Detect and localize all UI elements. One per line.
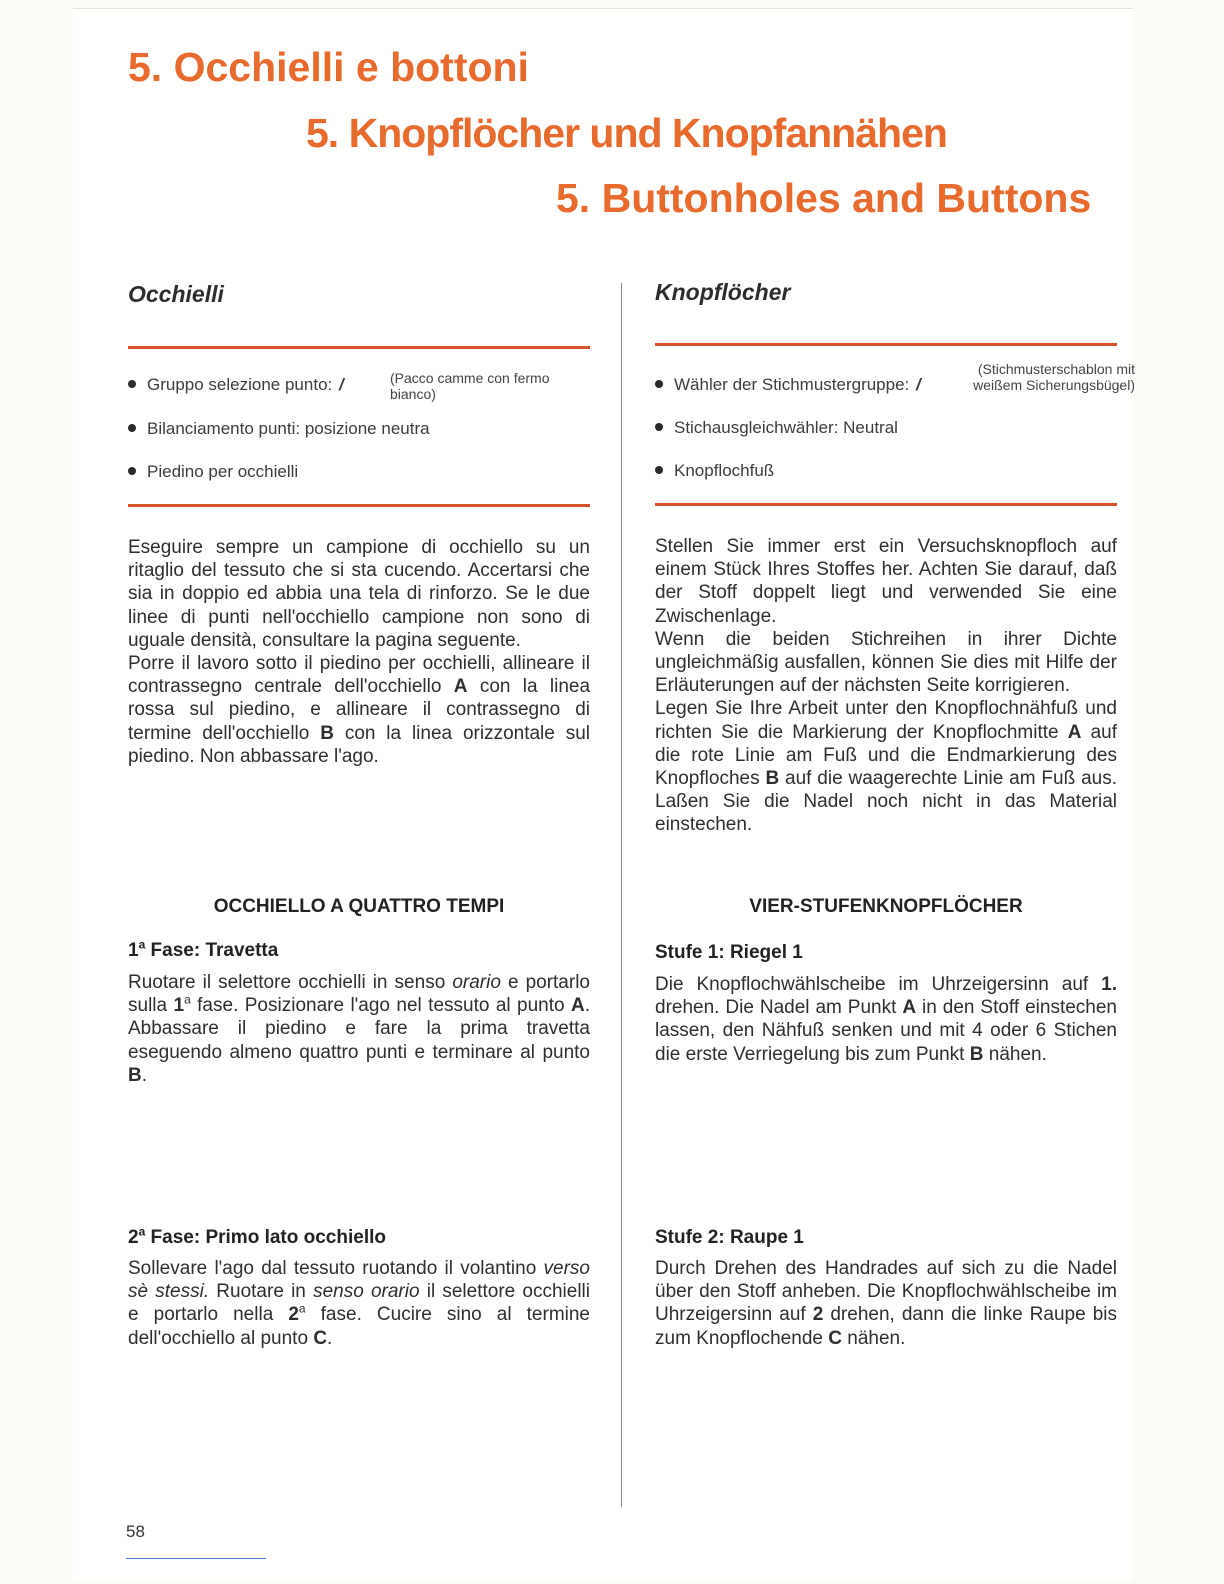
left-step1-text: Ruotare il selettore occhielli in senso orario e portarlo sulla 1$^a$ fase. Posizionare l'ago nel tessuto al punto A. Abbassare il piedino e fare la prima travetta eseguendo almeno quattro punti e terminare al punto B.: [128, 972, 590, 1086]
left-top-rule: [128, 346, 590, 349]
right-bullet-balance: Stichausgleichwähler: Neutral: [655, 418, 898, 438]
right-step1-text: Die Knopflochwählscheibe im Uhrzeigersinn auf 1. drehen. Die Nadel am Punkt A in den Stoff einstechen lassen, den Nähfuß senken und mit 4 oder 6 Stichen die erste Verriegelung bis zum Punkt B nähen.: [655, 974, 1117, 1065]
right-bullet-note: (Stichmusterschablon mit weißem Sicherungsbügel): [973, 361, 1135, 393]
right-section-title: VIER-STUFENKNOPFLÖCHER: [749, 896, 1023, 917]
title-german: 5. Knopflöcher und Knopfannähen: [306, 110, 947, 156]
left-step2-title: 2$^a$ Fase: Primo lato occhiello: [128, 1224, 386, 1248]
left-bottom-rule: [128, 504, 590, 507]
left-bullet-note: (Pacco camme con fermo bianco): [390, 370, 550, 402]
right-bullet-foot: Knopflochfuß: [655, 461, 774, 481]
column-divider: [621, 283, 622, 1507]
bullet-dot: [128, 467, 136, 475]
right-top-rule: [655, 343, 1117, 346]
title-italian: 5. Occhielli e bottoni: [128, 44, 529, 90]
bullet-dot: [655, 466, 663, 474]
left-bullet-balance: Bilanciamento punti: posizione neutra: [128, 419, 430, 439]
right-step2-title: Stufe 2: Raupe 1: [655, 1227, 804, 1248]
left-section-title: OCCHIELLO A QUATTRO TEMPI: [213, 896, 505, 917]
left-step1-title: 1$^a$ Fase: Travetta: [128, 937, 279, 961]
left-intro-paragraph: Eseguire sempre un campione di occhiello su un ritaglio del tessuto che si sta cucendo. Accertarsi che sia in doppio ed abbia una tela di rinforzo. Se le due linee di punti nell'occhiello campione non sono di uguale densità, consultare la pagina seguente. Porre il lavoro sotto il piedino per occhielli, allineare il contrassegno centrale dell'occhiello A con la linea rossa sul piedino, e allineare il contrassegno di termine dell'occhiello B con la linea orizzontale sul piedino. Non abbassare l'ago.: [128, 537, 591, 767]
right-bottom-rule: [655, 503, 1117, 506]
page-number: 58: [126, 1522, 145, 1541]
right-step2-text: Durch Drehen des Handrades auf sich zu die Nadel über den Stoff anheben. Die Knopflochwählscheibe im Uhrzeigersinn auf 2 drehen, dann die linke Raupe bis zum Knopflochende C nähen.: [655, 1258, 1117, 1349]
left-bullet-foot: Piedino per occhielli: [128, 462, 298, 482]
left-bullet-stitch-group: Gruppo selezione punto: /: [128, 375, 346, 395]
top-edge-line: [73, 8, 1133, 9]
title-english: 5. Buttonholes and Buttons: [556, 175, 1092, 221]
right-step1-title: Stufe 1: Riegel 1: [655, 942, 803, 963]
bullet-dot: [655, 423, 663, 431]
right-intro-paragraph: Stellen Sie immer erst ein Versuchsknopfloch auf einem Stück Ihres Stoffes her. Achten Sie darauf, daß der Stoff doppelt liegt und verwended Sie eine Zwischenlage. Wenn die beiden Stichreihen in ihrer Dichte ungleichmäßig ausfallen, können Sie dies mit Hilfe der Erläuterungen auf der nächsten Seite korrigieren. Legen Sie Ihre Arbeit unter den Knopflochnähfuß und richten Sie die Markierung der Knopflochmitte A auf die rote Linie am Fuß und die Endmarkierung des Knopfloches B auf die waagerechte Linie am Fuß aus. Laßen Sie die Nadel noch nicht in das Material einstechen.: [655, 536, 1117, 836]
bullet-dot: [128, 380, 136, 388]
left-heading: Occhielli: [128, 281, 224, 307]
left-step2-text: Sollevare l'ago dal tessuto ruotando il volantino verso sè stessi. Ruotare in senso orario il selettore occhielli e portarlo nella 2$^a$ fase. Cucire sino al termine dell'occhiello al punto C.: [128, 1258, 590, 1349]
right-bullet-stitch-group: Wähler der Stichmustergruppe: /: [655, 375, 923, 395]
bullet-dot: [128, 424, 136, 432]
footer-line: [126, 1558, 266, 1559]
right-heading: Knopflöcher: [655, 279, 791, 305]
bullet-dot: [655, 380, 663, 388]
